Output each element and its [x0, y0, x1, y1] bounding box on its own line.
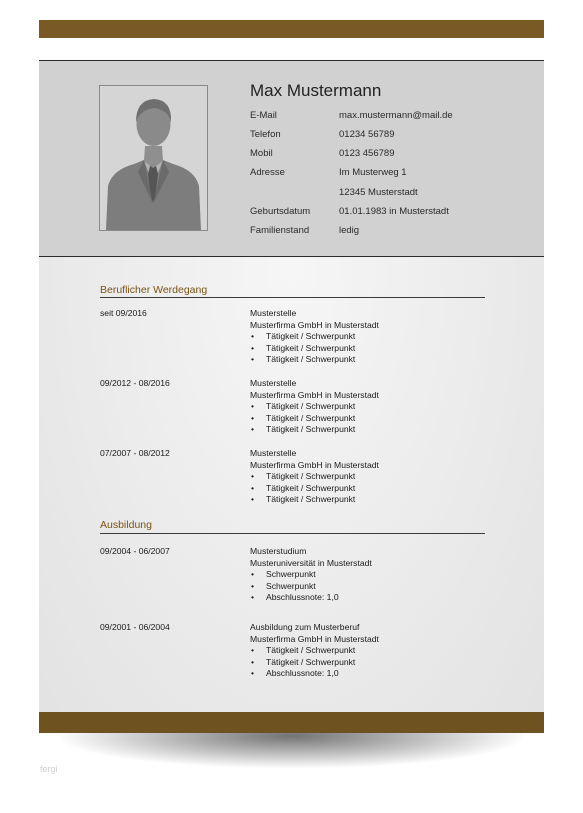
entry-bullet-list [250, 401, 485, 436]
entry-role: Ausbildung zum Musterberuf [250, 622, 360, 632]
bullet-icon: • [251, 354, 255, 365]
list-item: • Tätigkeit / Schwerpunkt [251, 412, 356, 423]
entry-body [250, 622, 485, 680]
contact-label: Familienstand [250, 225, 310, 236]
section-title-experience: Beruflicher Werdegang [100, 284, 208, 296]
contact-value: 12345 Musterstadt [339, 187, 418, 198]
list-item: • Abschlussnote: 1,0 [251, 668, 339, 679]
bullet-icon: • [251, 401, 255, 412]
list-item: • Abschlussnote: 1,0 [251, 592, 339, 603]
section-divider [100, 297, 485, 298]
entry-role: Musterstudium [250, 546, 307, 556]
list-item: • Tätigkeit / Schwerpunkt [251, 645, 356, 656]
candidate-name: Max Mustermann [250, 81, 382, 100]
bullet-icon: • [251, 592, 255, 603]
list-item: • Tätigkeit / Schwerpunkt [251, 482, 356, 493]
bullet-icon: • [251, 569, 255, 580]
entry-date: seit 09/2016 [100, 308, 147, 318]
entry-body [250, 448, 485, 506]
bullet-icon: • [251, 494, 255, 505]
watermark: fergi [40, 764, 58, 774]
bullet-icon: • [251, 424, 255, 435]
contact-value: 01.01.1983 in Musterstadt [339, 206, 449, 217]
top-accent-band [39, 20, 544, 38]
list-item: • Schwerpunkt [251, 580, 316, 591]
section-title-education: Ausbildung [100, 519, 152, 531]
header-block [39, 60, 544, 257]
entry-bullet-list [250, 569, 485, 604]
entry-role: Musterstelle [250, 308, 297, 318]
entry-body [250, 308, 485, 366]
entry-role: Musterstelle [250, 448, 297, 458]
bullet-icon: • [251, 412, 255, 423]
bullet-icon: • [251, 331, 255, 342]
entry-bullet-list [250, 331, 485, 366]
entry-date: 09/2001 - 06/2004 [100, 622, 170, 632]
entry-organization: Musteruniversität in Musterstadt [250, 557, 372, 568]
entry-bullet-list [250, 645, 485, 680]
section-divider [100, 533, 485, 534]
list-item: • Tätigkeit / Schwerpunkt [251, 354, 356, 365]
contact-value: ledig [339, 225, 360, 236]
list-item: • Tätigkeit / Schwerpunkt [251, 494, 356, 505]
entry-body [250, 378, 485, 436]
entry-body [250, 546, 485, 604]
list-item: • Tätigkeit / Schwerpunkt [251, 331, 356, 342]
bottom-accent-band [39, 712, 544, 733]
entry-organization: Musterfirma GmbH in Musterstadt [250, 389, 379, 400]
contact-value: Im Musterweg 1 [339, 167, 407, 178]
entry-role: Musterstelle [250, 378, 297, 388]
list-item: • Tätigkeit / Schwerpunkt [251, 471, 356, 482]
page-shadow [60, 728, 523, 768]
list-item: • Tätigkeit / Schwerpunkt [251, 656, 356, 667]
entry-bullet-list [250, 471, 485, 506]
bullet-icon: • [251, 342, 255, 353]
list-item: • Schwerpunkt [251, 569, 316, 580]
cv-page [39, 20, 544, 733]
contact-label: Telefon [250, 129, 281, 140]
photo-frame [99, 85, 208, 231]
bullet-icon: • [251, 668, 255, 679]
top-white-band [39, 38, 544, 60]
entry-date: 09/2012 - 08/2016 [100, 378, 170, 388]
bullet-icon: • [251, 471, 255, 482]
contact-label: E-Mail [250, 110, 277, 121]
contact-value: 0123 456789 [339, 148, 395, 159]
list-item: • Tätigkeit / Schwerpunkt [251, 342, 356, 353]
bullet-icon: • [251, 580, 255, 591]
entry-organization: Musterfirma GmbH in Musterstadt [250, 633, 379, 644]
contact-label: Adresse [250, 167, 285, 178]
bullet-icon: • [251, 645, 255, 656]
contact-value: 01234 56789 [339, 129, 395, 140]
contact-label: Mobil [250, 148, 273, 159]
person-silhouette-icon [100, 86, 207, 230]
contact-label: Geburtsdatum [250, 206, 311, 217]
entry-organization: Musterfirma GmbH in Musterstadt [250, 319, 379, 330]
contact-value: max.mustermann@mail.de [339, 110, 453, 121]
entry-organization: Musterfirma GmbH in Musterstadt [250, 459, 379, 470]
bullet-icon: • [251, 656, 255, 667]
list-item: • Tätigkeit / Schwerpunkt [251, 424, 356, 435]
entry-date: 09/2004 - 06/2007 [100, 546, 170, 556]
bullet-icon: • [251, 482, 255, 493]
list-item: • Tätigkeit / Schwerpunkt [251, 401, 356, 412]
entry-date: 07/2007 - 08/2012 [100, 448, 170, 458]
